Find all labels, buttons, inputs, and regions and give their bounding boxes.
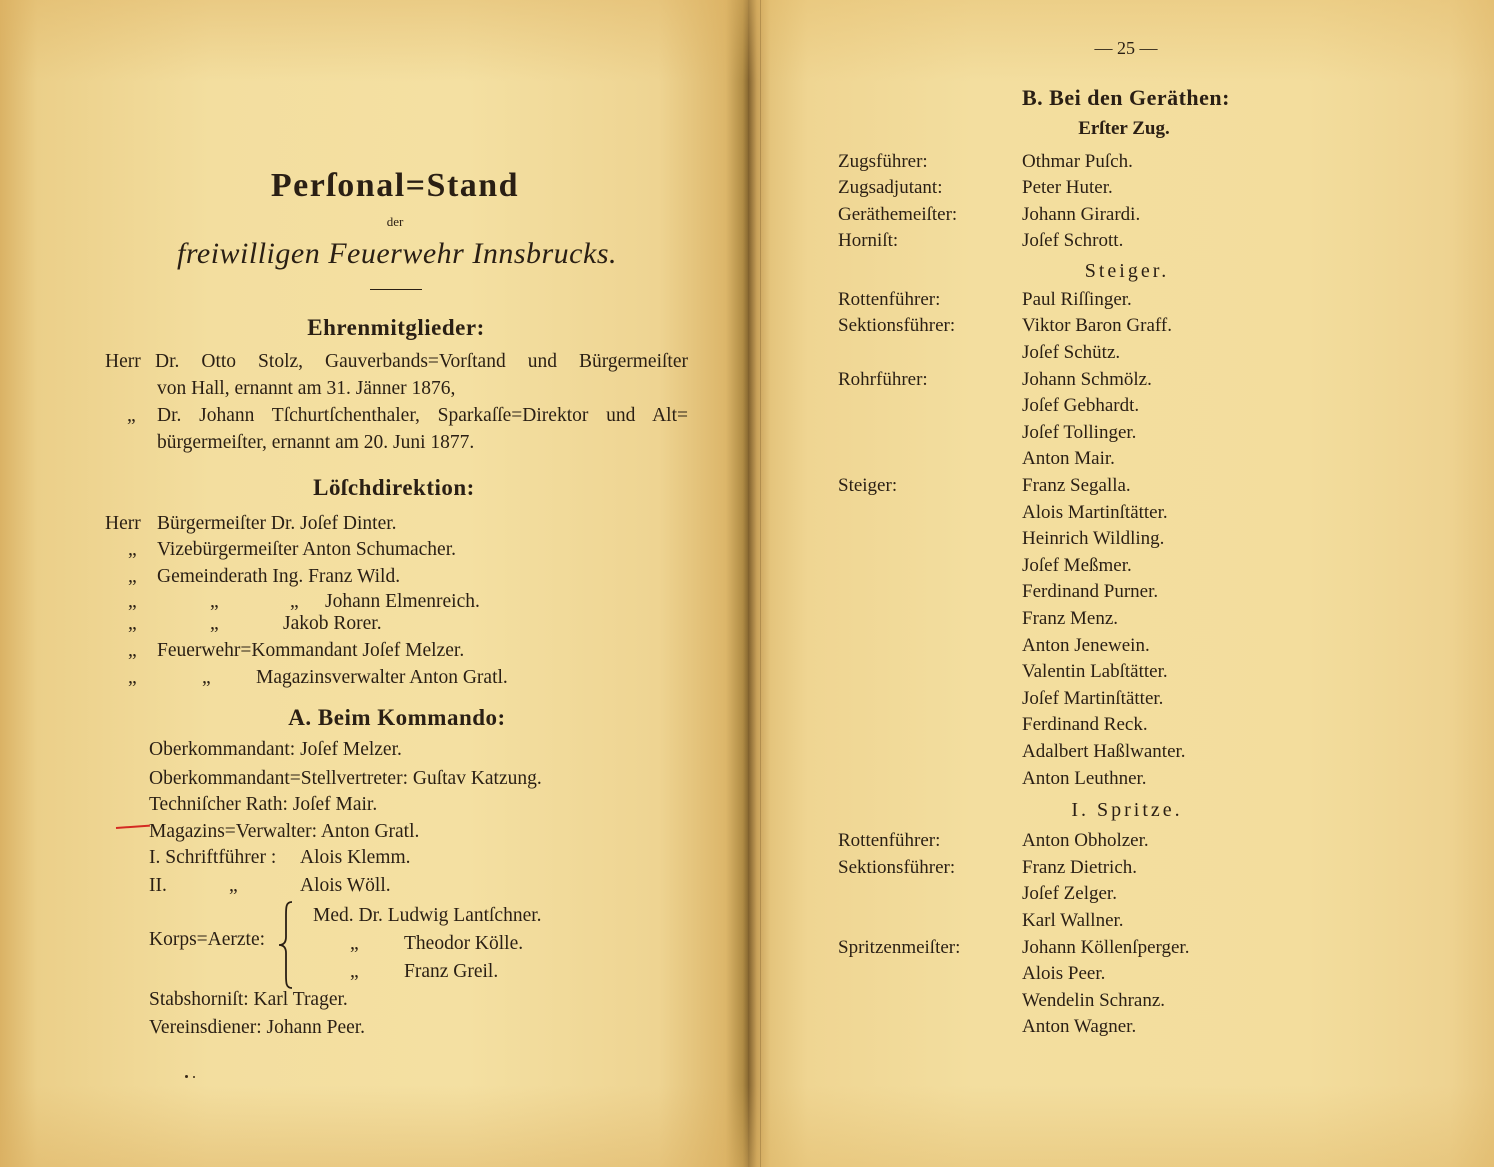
crew-name: Anton Wagner.: [1022, 1016, 1137, 1038]
crew-row: [838, 526, 1416, 553]
crew-name: Anton Jenewein.: [1022, 634, 1150, 656]
crew-role: Zugsführer:: [838, 150, 928, 172]
page-crease: [760, 0, 761, 1167]
crew-row: [838, 659, 1416, 686]
crew-name: Johann Girardi.: [1022, 203, 1141, 225]
person-name: Alois Wöll.: [300, 875, 391, 896]
crew-role: Horniſt:: [838, 230, 899, 252]
honorary-member-line: von Hall, ernannt am 31. Jänner 1876,: [157, 378, 456, 399]
crew-name: Viktor Baron Graff.: [1022, 315, 1172, 337]
ditto-mark: „: [210, 591, 219, 612]
crew-role: Zugsadjutant:: [838, 177, 943, 199]
crew-name: Alois Martinſtätter.: [1022, 501, 1168, 523]
crew-row: [838, 908, 1416, 935]
crew-row: [838, 961, 1416, 988]
crew-row: [838, 935, 1416, 962]
section-heading-loeschdirektion: Löſchdirektion:: [313, 475, 475, 500]
entry-prefix: Herr: [105, 351, 141, 372]
entry-prefix: Herr: [105, 513, 141, 534]
crew-name: Wendelin Schranz.: [1022, 989, 1166, 1011]
crew-name: Joſef Zelger.: [1022, 883, 1117, 905]
ditto-mark: „: [290, 591, 299, 612]
crew-row: [838, 766, 1416, 793]
crew-row: [838, 553, 1416, 580]
ditto-mark: „: [202, 667, 211, 688]
list-item: Johann Elmenreich.: [325, 591, 480, 612]
subsection-heading: Erſter Zug.: [1078, 118, 1170, 139]
crew-name: Joſef Martinſtätter.: [1022, 687, 1164, 709]
crew-name: Joſef Schütz.: [1022, 342, 1121, 364]
list-item: Vereinsdiener: Johann Peer.: [149, 1017, 366, 1038]
list-item: Gemeinderath Ing. Franz Wild.: [157, 566, 401, 587]
ink-speck: [185, 1075, 188, 1078]
crew-name: Valentin Labſtätter.: [1022, 661, 1168, 683]
crew-name: Joſef Gebhardt.: [1022, 395, 1140, 417]
crew-name: Othmar Puſch.: [1022, 150, 1133, 172]
crew-name: Karl Wallner.: [1022, 909, 1124, 931]
crew-section-heading: I. Spritze.: [1071, 799, 1183, 822]
crew-list: [838, 149, 1416, 1041]
list-item: Magazinsverwalter Anton Gratl.: [256, 667, 508, 688]
crew-role: Steiger:: [838, 475, 898, 497]
list-item: Jakob Rorer.: [283, 613, 382, 634]
crew-role: Spritzenmeiſter:: [838, 936, 961, 958]
list-item: Vizebürgermeiſter Anton Schumacher.: [157, 539, 457, 560]
honorary-member-line: Dr. Johann Tſchurtſchenthaler, Sparkaſſe=Direktor und Alt=: [157, 405, 688, 426]
ditto-mark: „: [128, 640, 137, 661]
crew-row: [838, 988, 1416, 1015]
crew-row: [838, 881, 1416, 908]
crew-name: Joſef Meßmer.: [1022, 554, 1132, 576]
ditto-mark: „: [127, 405, 136, 426]
crew-row: [838, 579, 1416, 606]
crew-name: Adalbert Haßlwanter.: [1022, 740, 1186, 762]
ditto-mark: „: [128, 591, 137, 612]
honorary-member-line: bürgermeiſter, ernannt am 20. Juni 1877.: [157, 432, 475, 453]
list-item: Magazins=Verwalter: Anton Gratl.: [149, 821, 420, 842]
crew-name: Anton Obholzer.: [1022, 830, 1149, 852]
honorary-member-line: Dr. Otto Stolz, Gauverbands=Vorſtand und Bürgermeiſter: [155, 351, 688, 372]
crew-name: Paul Riſſinger.: [1022, 288, 1132, 310]
crew-role: Geräthemeiſter:: [838, 203, 958, 225]
crew-row: [838, 228, 1416, 255]
crew-name: Peter Huter.: [1022, 177, 1113, 199]
crew-name: Anton Leuthner.: [1022, 767, 1147, 789]
crew-name: Anton Mair.: [1022, 448, 1115, 470]
crew-row: [838, 686, 1416, 713]
crew-row: [838, 175, 1416, 202]
person-name: Theodor Kölle.: [404, 933, 524, 954]
list-item: Feuerwehr=Kommandant Joſef Melzer.: [157, 640, 465, 661]
crew-row: [838, 287, 1416, 314]
list-item: Techniſcher Rath: Joſef Mair.: [149, 794, 378, 815]
page-number: — 25 —: [1094, 38, 1158, 58]
section-heading-ehrenmitglieder: Ehrenmitglieder:: [307, 315, 485, 340]
ditto-mark: „: [128, 613, 137, 634]
document-title: Perſonal=Stand: [270, 167, 520, 204]
section-heading-geraethe: B. Bei den Geräthen:: [1022, 85, 1230, 110]
curly-brace-icon: [277, 901, 295, 989]
crew-role: Sektionsführer:: [838, 315, 956, 337]
list-item: Oberkommandant: Joſef Melzer.: [149, 739, 402, 760]
crew-role: Rottenführer:: [838, 288, 941, 310]
list-item: Bürgermeiſter Dr. Joſef Dinter.: [157, 513, 397, 534]
crew-row: [838, 420, 1416, 447]
crew-row: [838, 606, 1416, 633]
crew-row: [838, 367, 1416, 394]
crew-role: Rohrführer:: [838, 368, 928, 390]
crew-name: Alois Peer.: [1022, 963, 1106, 985]
right-page: [748, 0, 1494, 1167]
ditto-mark: „: [128, 667, 137, 688]
list-item: Stabshorniſt: Karl Trager.: [149, 989, 348, 1010]
crew-row: [838, 739, 1416, 766]
ditto-mark: „: [210, 613, 219, 634]
document-subtitle: freiwilligen Feuerwehr Innsbrucks.: [177, 237, 617, 270]
crew-name: Franz Dietrich.: [1022, 856, 1138, 878]
crew-name: Joſef Tollinger.: [1022, 421, 1137, 443]
crew-name: Johann Schmölz.: [1022, 368, 1152, 390]
crew-row: [838, 712, 1416, 739]
ditto-mark: „: [350, 933, 359, 954]
role-label: II.: [149, 875, 167, 896]
title-connector: der: [386, 214, 404, 229]
person-name: Med. Dr. Ludwig Lantſchner.: [313, 905, 542, 926]
crew-row: [838, 500, 1416, 527]
divider-rule: [370, 289, 422, 290]
crew-row: [838, 473, 1416, 500]
crew-row: [838, 313, 1416, 340]
crew-section-heading: Steiger.: [1084, 259, 1170, 282]
crew-row: [838, 202, 1416, 229]
crew-row: [838, 393, 1416, 420]
crew-row: [838, 340, 1416, 367]
person-name: Franz Greil.: [404, 961, 499, 982]
role-label: Korps=Aerzte:: [149, 929, 266, 950]
crew-name: Ferdinand Reck.: [1022, 714, 1148, 736]
crew-row: [838, 855, 1416, 882]
crew-row: [838, 446, 1416, 473]
section-heading-kommando: A. Beim Kommando:: [288, 705, 506, 730]
crew-row: [838, 149, 1416, 176]
person-name: Alois Klemm.: [300, 847, 411, 868]
crew-name: Heinrich Wildling.: [1022, 528, 1165, 550]
crew-row: [838, 828, 1416, 855]
ditto-mark: „: [128, 539, 137, 560]
ditto-mark: „: [128, 566, 137, 587]
crew-role: Rottenführer:: [838, 830, 941, 852]
crew-name: Ferdinand Purner.: [1022, 581, 1159, 603]
crew-name: Franz Menz.: [1022, 608, 1119, 629]
crew-name: Franz Segalla.: [1022, 475, 1131, 497]
red-pencil-mark: [116, 825, 150, 829]
role-label: I. Schriftführer :: [149, 847, 277, 868]
ditto-mark: „: [350, 961, 359, 982]
crew-name: Johann Köllenſperger.: [1022, 936, 1190, 958]
crew-name: Joſef Schrott.: [1022, 230, 1124, 252]
crew-row: [838, 1014, 1416, 1041]
list-item: Oberkommandant=Stellvertreter: Guſtav Katzung.: [149, 768, 542, 789]
ditto-mark: „: [229, 875, 238, 896]
crew-role: Sektionsführer:: [838, 856, 956, 878]
ink-speck: [193, 1076, 195, 1078]
crew-row: [838, 633, 1416, 660]
